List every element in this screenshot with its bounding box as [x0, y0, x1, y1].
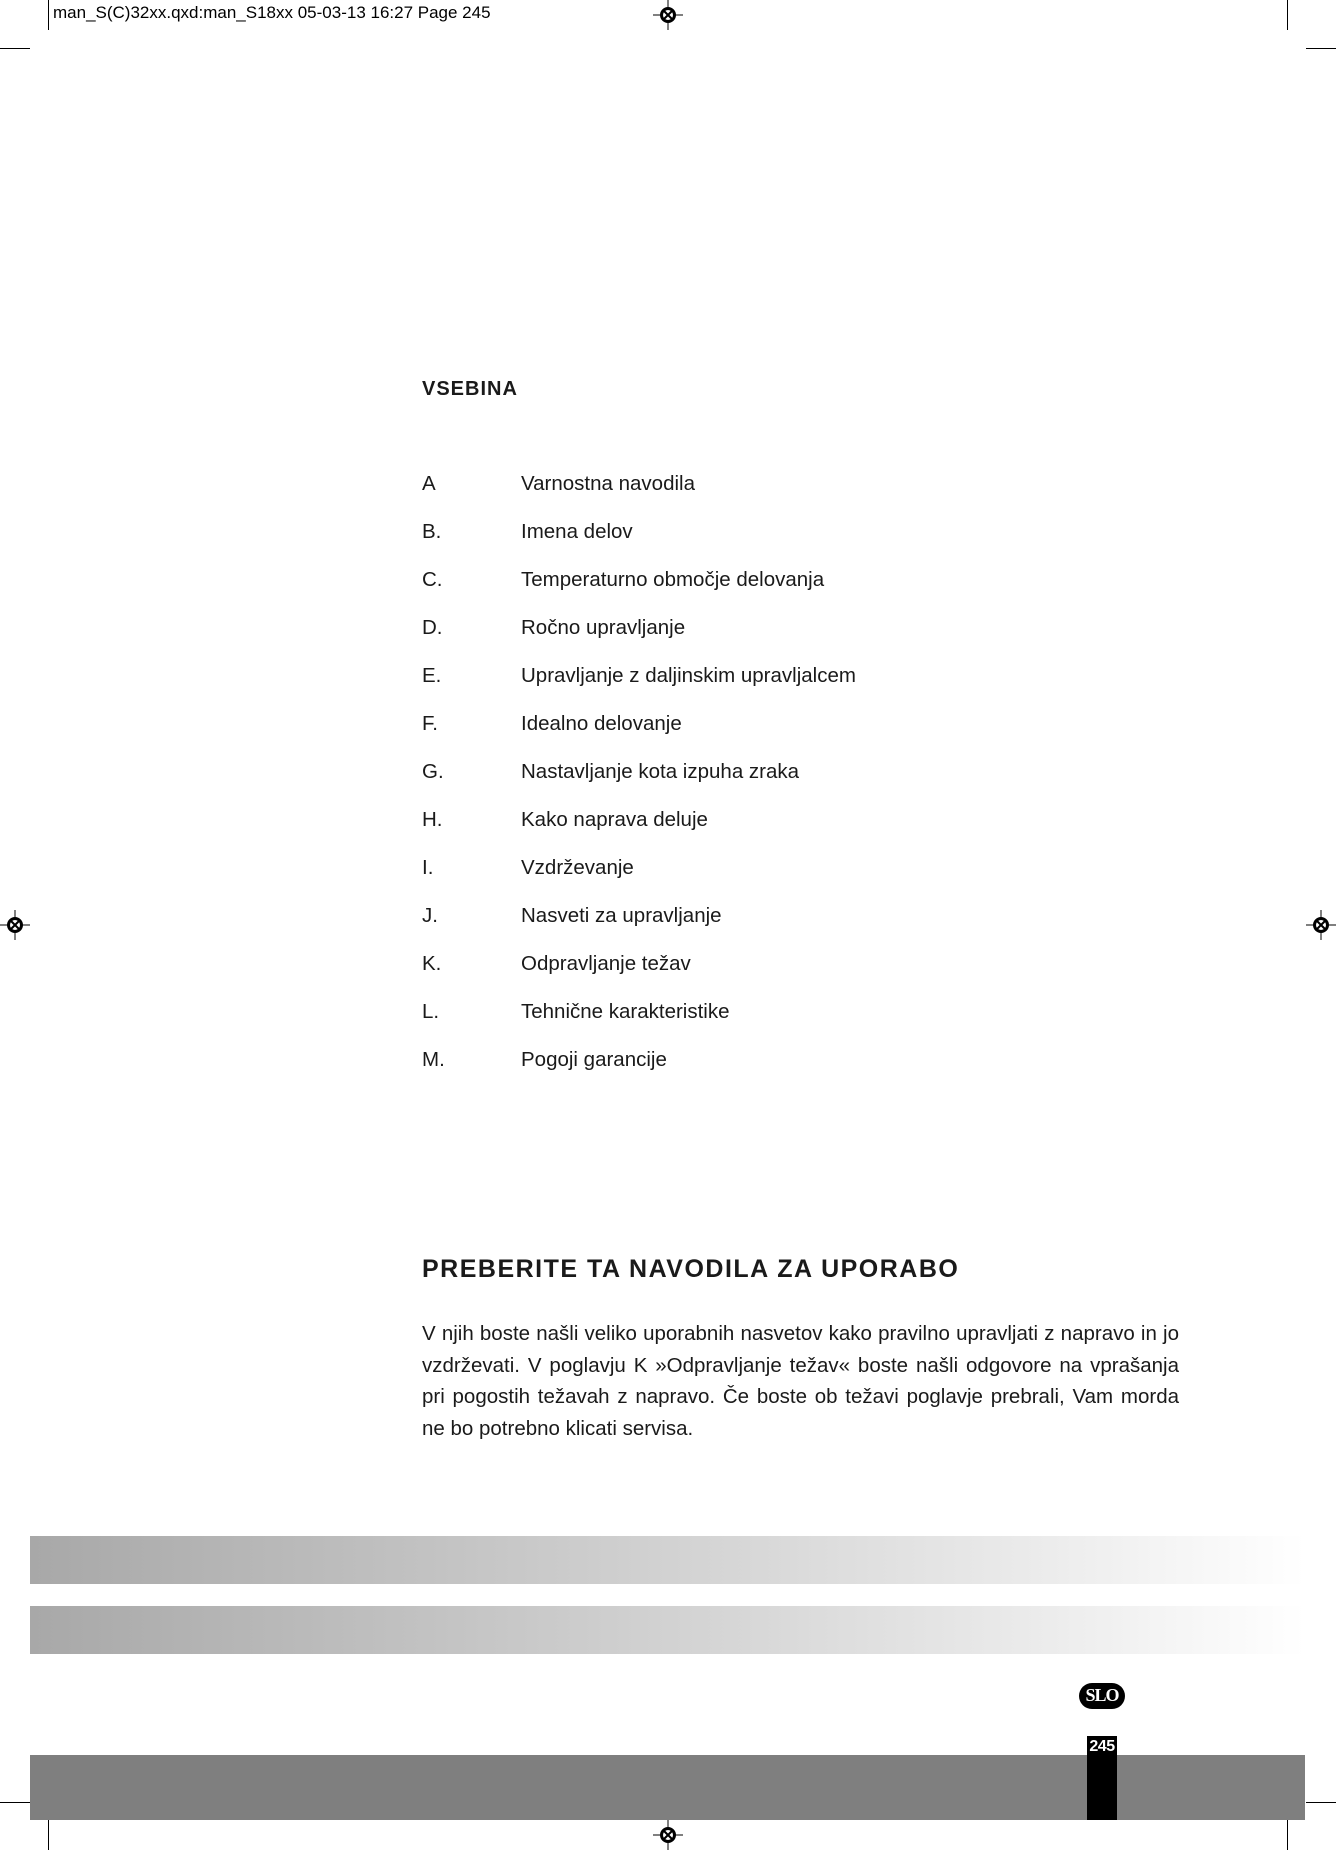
- crop-mark: [0, 1802, 30, 1803]
- toc-item-letter: B.: [422, 520, 442, 543]
- language-badge: SLO: [1085, 1685, 1119, 1705]
- section-heading: PREBERITE TA NAVODILA ZA UPORABO: [422, 1255, 960, 1283]
- toc-item-letter: A: [422, 472, 436, 495]
- table-of-contents: [422, 472, 1142, 1096]
- toc-item-label: Temperaturno območje delovanja: [521, 568, 825, 591]
- toc-item-label: Kako naprava deluje: [521, 808, 708, 831]
- toc-item-letter: I.: [422, 856, 434, 879]
- toc-item-letter: M.: [422, 1048, 445, 1071]
- crop-mark: [1287, 0, 1288, 30]
- toc-item-letter: E.: [422, 664, 442, 687]
- toc-item: [422, 664, 1142, 712]
- toc-item: [422, 712, 1142, 760]
- toc-item: [422, 856, 1142, 904]
- toc-item-label: Imena delov: [521, 520, 633, 543]
- toc-item-letter: K.: [422, 952, 442, 975]
- toc-item: [422, 568, 1142, 616]
- toc-item-letter: F.: [422, 712, 438, 735]
- toc-item-label: Idealno delovanje: [521, 712, 682, 735]
- toc-item-letter: L.: [422, 1000, 440, 1023]
- toc-item-label: Upravljanje z daljinskim upravljalcem: [521, 664, 856, 687]
- toc-item: [422, 472, 1142, 520]
- registration-mark-icon: [653, 0, 683, 30]
- toc-item-label: Nasveti za upravljanje: [521, 904, 722, 927]
- toc-item-label: Pogoji garancije: [521, 1048, 667, 1071]
- section-paragraph: V njih boste našli veliko uporabnih nasvetov kako pravilno upravljati z napravo in jo vzdrževati. V poglavju K »Odpravljanje težav« boste našli odgovore na vprašanja pri pogostih težavah z napravo. Če boste ob težavi poglavje prebrali, Vam morda ne bo potrebno klicati servisa.: [422, 1322, 1179, 1440]
- crop-mark: [48, 0, 49, 30]
- toc-item-label: Varnostna navodila: [521, 472, 695, 495]
- crop-mark: [1306, 1802, 1336, 1803]
- toc-item: [422, 616, 1142, 664]
- toc-item: [422, 1048, 1142, 1096]
- toc-item-label: Nastavljanje kota izpuha zraka: [521, 760, 800, 783]
- toc-item-letter: H.: [422, 808, 443, 831]
- toc-item: [422, 952, 1142, 1000]
- toc-item-letter: D.: [422, 616, 443, 639]
- page-number: 245: [1089, 1738, 1115, 1755]
- crop-mark: [0, 48, 30, 49]
- toc-item: [422, 904, 1142, 952]
- toc-item: [422, 1000, 1142, 1048]
- toc-item-label: Vzdrževanje: [521, 856, 634, 879]
- gradient-band: [30, 1606, 1305, 1654]
- toc-item-letter: G.: [422, 760, 444, 783]
- toc-item-letter: J.: [422, 904, 438, 927]
- registration-mark-icon: [1306, 910, 1336, 940]
- print-slug: man_S(C)32xx.qxd:man_S18xx 05-03-13 16:27 Page 245: [53, 3, 491, 22]
- gradient-band: [30, 1536, 1305, 1584]
- registration-mark-icon: [653, 1820, 683, 1850]
- toc-item: [422, 760, 1142, 808]
- toc-item-label: Odpravljanje težav: [521, 952, 691, 975]
- toc-item-label: Ročno upravljanje: [521, 616, 686, 639]
- toc-item: [422, 520, 1142, 568]
- toc-item-label: Tehnične karakteristike: [521, 1000, 730, 1023]
- registration-mark-icon: [0, 910, 30, 940]
- toc-title: VSEBINA: [422, 378, 518, 400]
- toc-item: [422, 808, 1142, 856]
- crop-mark: [1306, 48, 1336, 49]
- toc-item-letter: C.: [422, 568, 443, 591]
- crop-mark: [1287, 1820, 1288, 1850]
- crop-mark: [48, 1820, 49, 1850]
